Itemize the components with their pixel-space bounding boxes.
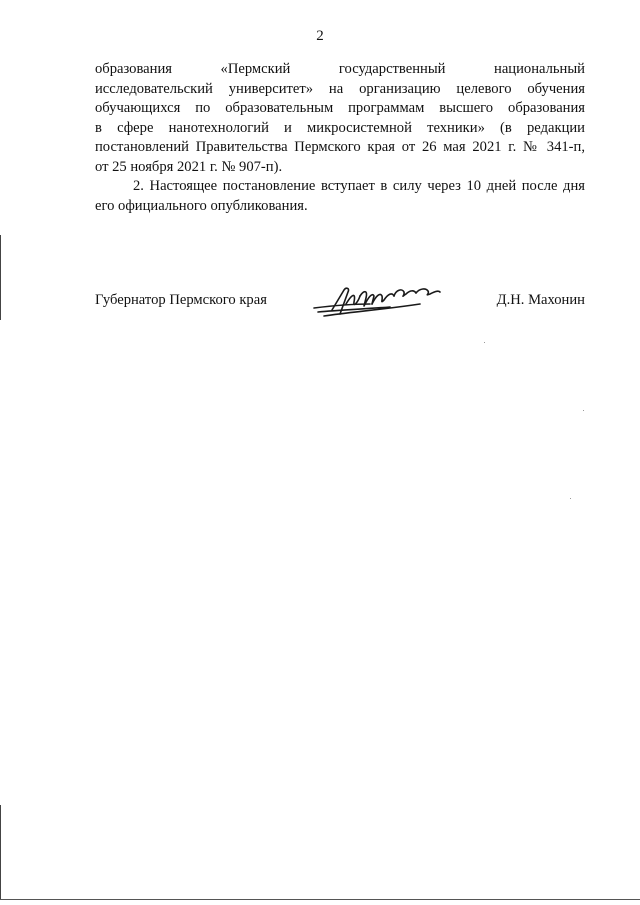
paragraph-effective-date — [95, 177, 585, 216]
scan-speck — [583, 410, 584, 411]
page-number: 2 — [316, 28, 324, 44]
paragraph-continuation — [95, 60, 585, 177]
text-line: от 25 ноября 2021 г. № 907-п). — [95, 158, 283, 175]
text-line: образования «Пермский государственный национальный — [95, 61, 585, 77]
document-body — [95, 60, 585, 216]
scan-speck — [484, 342, 485, 343]
text-line: исследовательский университет» на организацию целевого обучения — [95, 80, 585, 97]
scan-edge-mark — [0, 805, 1, 900]
handwritten-signature — [310, 282, 445, 320]
signatory-name: Д.Н. Махонин — [496, 292, 585, 308]
text-line: обучающихся по образовательным программам высшего образования — [95, 100, 585, 116]
text-line: в сфере нанотехнологий и микросистемной техники» (в редакции — [95, 119, 585, 136]
scan-edge-mark — [0, 235, 1, 320]
text-line: его официального опубликования. — [95, 197, 308, 214]
scan-speck — [570, 498, 571, 499]
text-line: 2. Настоящее постановление вступает в силу через 10 дней после дня — [133, 178, 585, 194]
signatory-title: Губернатор Пермского края — [95, 292, 267, 308]
text-line: постановлений Правительства Пермского края от 26 мая 2021 г. № 341-п, — [95, 139, 585, 155]
signature-block — [95, 282, 585, 322]
scan-bottom-edge — [0, 899, 640, 900]
